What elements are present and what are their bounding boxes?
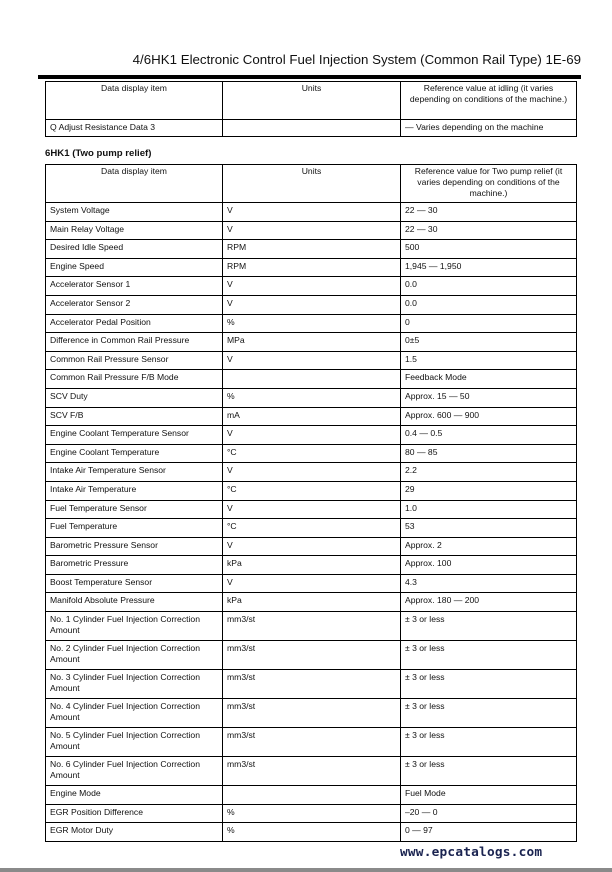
cell-item: System Voltage <box>46 203 223 222</box>
section-title: 6HK1 (Two pump relief) <box>45 148 152 159</box>
cell-units: V <box>223 537 401 556</box>
table-row <box>46 314 577 333</box>
cell-value: –20 — 0 <box>401 804 577 823</box>
cell-units: mm3/st <box>223 728 401 757</box>
cell-item: Accelerator Sensor 2 <box>46 295 223 314</box>
cell-value: Fuel Mode <box>401 786 577 805</box>
header-rule <box>38 75 581 79</box>
cell-units: % <box>223 388 401 407</box>
two-pump-relief-table <box>45 164 577 842</box>
table-row <box>46 593 577 612</box>
cell-value: 1.0 <box>401 500 577 519</box>
table-body <box>46 203 577 842</box>
cell-value: ± 3 or less <box>401 757 577 786</box>
cell-units: V <box>223 574 401 593</box>
cell-units: % <box>223 314 401 333</box>
cell-item: Accelerator Sensor 1 <box>46 277 223 296</box>
cell-value: Approx. 100 <box>401 556 577 575</box>
cell-item: No. 3 Cylinder Fuel Injection Correction Amount <box>46 670 223 699</box>
cell-item: No. 1 Cylinder Fuel Injection Correction Amount <box>46 612 223 641</box>
cell-item: Fuel Temperature Sensor <box>46 500 223 519</box>
cell-value: ± 3 or less <box>401 612 577 641</box>
table-row <box>46 463 577 482</box>
column-header-reference: Reference value for Two pump relief (it varies depending on conditions of the machine.) <box>401 165 577 203</box>
table-row <box>46 426 577 445</box>
cell-value: ± 3 or less <box>401 670 577 699</box>
cell-item: Barometric Pressure <box>46 556 223 575</box>
table-row <box>46 786 577 805</box>
table-row <box>46 823 577 842</box>
cell-item: Intake Air Temperature Sensor <box>46 463 223 482</box>
cell-value: 1.5 <box>401 351 577 370</box>
cell-item: No. 6 Cylinder Fuel Injection Correction Amount <box>46 757 223 786</box>
cell-value: 0 <box>401 314 577 333</box>
cell-value: ± 3 or less <box>401 641 577 670</box>
table-row <box>46 500 577 519</box>
cell-units: °C <box>223 519 401 538</box>
bottom-bar <box>0 868 612 872</box>
table-row <box>46 203 577 222</box>
cell-units: MPa <box>223 333 401 352</box>
cell-item: Q Adjust Resistance Data 3 <box>46 120 223 137</box>
cell-value: 53 <box>401 519 577 538</box>
cell-item: SCV F/B <box>46 407 223 426</box>
column-header-units: Units <box>223 82 401 120</box>
table-row <box>46 612 577 641</box>
cell-units <box>223 786 401 805</box>
cell-value: 0.0 <box>401 295 577 314</box>
cell-units: % <box>223 823 401 842</box>
cell-units: °C <box>223 444 401 463</box>
cell-units: V <box>223 463 401 482</box>
cell-item: Fuel Temperature <box>46 519 223 538</box>
cell-units: mm3/st <box>223 670 401 699</box>
cell-item: Engine Coolant Temperature Sensor <box>46 426 223 445</box>
cell-value: 500 <box>401 240 577 259</box>
cell-units: mm3/st <box>223 757 401 786</box>
cell-value: Approx. 2 <box>401 537 577 556</box>
table-row <box>46 804 577 823</box>
table-header-row <box>46 165 577 203</box>
table-row <box>46 120 577 137</box>
cell-item: Accelerator Pedal Position <box>46 314 223 333</box>
table-row <box>46 556 577 575</box>
cell-units: V <box>223 351 401 370</box>
cell-item: Engine Mode <box>46 786 223 805</box>
cell-units: kPa <box>223 593 401 612</box>
cell-units: V <box>223 426 401 445</box>
table-row <box>46 277 577 296</box>
cell-value: 0±5 <box>401 333 577 352</box>
cell-units: mm3/st <box>223 699 401 728</box>
cell-item: Desired Idle Speed <box>46 240 223 259</box>
cell-item: Barometric Pressure Sensor <box>46 537 223 556</box>
cell-units: % <box>223 804 401 823</box>
cell-units <box>223 370 401 389</box>
cell-item: Intake Air Temperature <box>46 481 223 500</box>
watermark: www.epcatalogs.com <box>400 845 543 860</box>
cell-units: mm3/st <box>223 612 401 641</box>
table-row <box>46 728 577 757</box>
column-header-item: Data display item <box>46 82 223 120</box>
cell-value: 80 — 85 <box>401 444 577 463</box>
cell-units: mm3/st <box>223 641 401 670</box>
table-row <box>46 641 577 670</box>
cell-value: 0.0 <box>401 277 577 296</box>
cell-item: EGR Position Difference <box>46 804 223 823</box>
cell-units: mA <box>223 407 401 426</box>
cell-units: RPM <box>223 258 401 277</box>
table-row <box>46 537 577 556</box>
cell-value: 0 — 97 <box>401 823 577 842</box>
table-row <box>46 481 577 500</box>
cell-item: Manifold Absolute Pressure <box>46 593 223 612</box>
idling-reference-table <box>45 81 577 137</box>
cell-item: No. 5 Cylinder Fuel Injection Correction Amount <box>46 728 223 757</box>
cell-value: ± 3 or less <box>401 728 577 757</box>
cell-item: No. 4 Cylinder Fuel Injection Correction Amount <box>46 699 223 728</box>
table-row <box>46 370 577 389</box>
table-row <box>46 295 577 314</box>
cell-value: 4.3 <box>401 574 577 593</box>
table-row <box>46 699 577 728</box>
cell-value: 2.2 <box>401 463 577 482</box>
cell-units: V <box>223 277 401 296</box>
cell-value: Approx. 15 — 50 <box>401 388 577 407</box>
cell-units: V <box>223 500 401 519</box>
cell-value: 22 — 30 <box>401 203 577 222</box>
table-row <box>46 574 577 593</box>
cell-units: V <box>223 203 401 222</box>
cell-item: SCV Duty <box>46 388 223 407</box>
page-header: 4/6HK1 Electronic Control Fuel Injection System (Common Rail Type) 1E-69 <box>132 52 581 67</box>
table-row <box>46 407 577 426</box>
column-header-item: Data display item <box>46 165 223 203</box>
table-row <box>46 221 577 240</box>
table-row <box>46 757 577 786</box>
table-row <box>46 670 577 699</box>
table-row <box>46 388 577 407</box>
cell-value: Approx. 600 — 900 <box>401 407 577 426</box>
cell-item: Main Relay Voltage <box>46 221 223 240</box>
table-row <box>46 519 577 538</box>
table-row <box>46 240 577 259</box>
column-header-reference: Reference value at idling (it varies depending on conditions of the machine.) <box>401 82 577 120</box>
cell-units <box>223 120 401 137</box>
table-row <box>46 333 577 352</box>
cell-value: 1,945 — 1,950 <box>401 258 577 277</box>
table-row <box>46 351 577 370</box>
cell-units: kPa <box>223 556 401 575</box>
table-row <box>46 258 577 277</box>
cell-item: EGR Motor Duty <box>46 823 223 842</box>
cell-item: Engine Speed <box>46 258 223 277</box>
cell-value: ± 3 or less <box>401 699 577 728</box>
cell-item: Common Rail Pressure F/B Mode <box>46 370 223 389</box>
cell-value: 0.4 — 0.5 <box>401 426 577 445</box>
cell-value: Approx. 180 — 200 <box>401 593 577 612</box>
cell-value: 29 <box>401 481 577 500</box>
cell-item: Common Rail Pressure Sensor <box>46 351 223 370</box>
cell-item: Engine Coolant Temperature <box>46 444 223 463</box>
cell-item: No. 2 Cylinder Fuel Injection Correction Amount <box>46 641 223 670</box>
table-row <box>46 444 577 463</box>
table-header-row <box>46 82 577 120</box>
cell-value: — Varies depending on the machine <box>401 120 577 137</box>
cell-item: Boost Temperature Sensor <box>46 574 223 593</box>
cell-units: V <box>223 221 401 240</box>
cell-units: RPM <box>223 240 401 259</box>
cell-value: Feedback Mode <box>401 370 577 389</box>
column-header-units: Units <box>223 165 401 203</box>
cell-item: Difference in Common Rail Pressure <box>46 333 223 352</box>
cell-units: V <box>223 295 401 314</box>
cell-value: 22 — 30 <box>401 221 577 240</box>
cell-units: °C <box>223 481 401 500</box>
